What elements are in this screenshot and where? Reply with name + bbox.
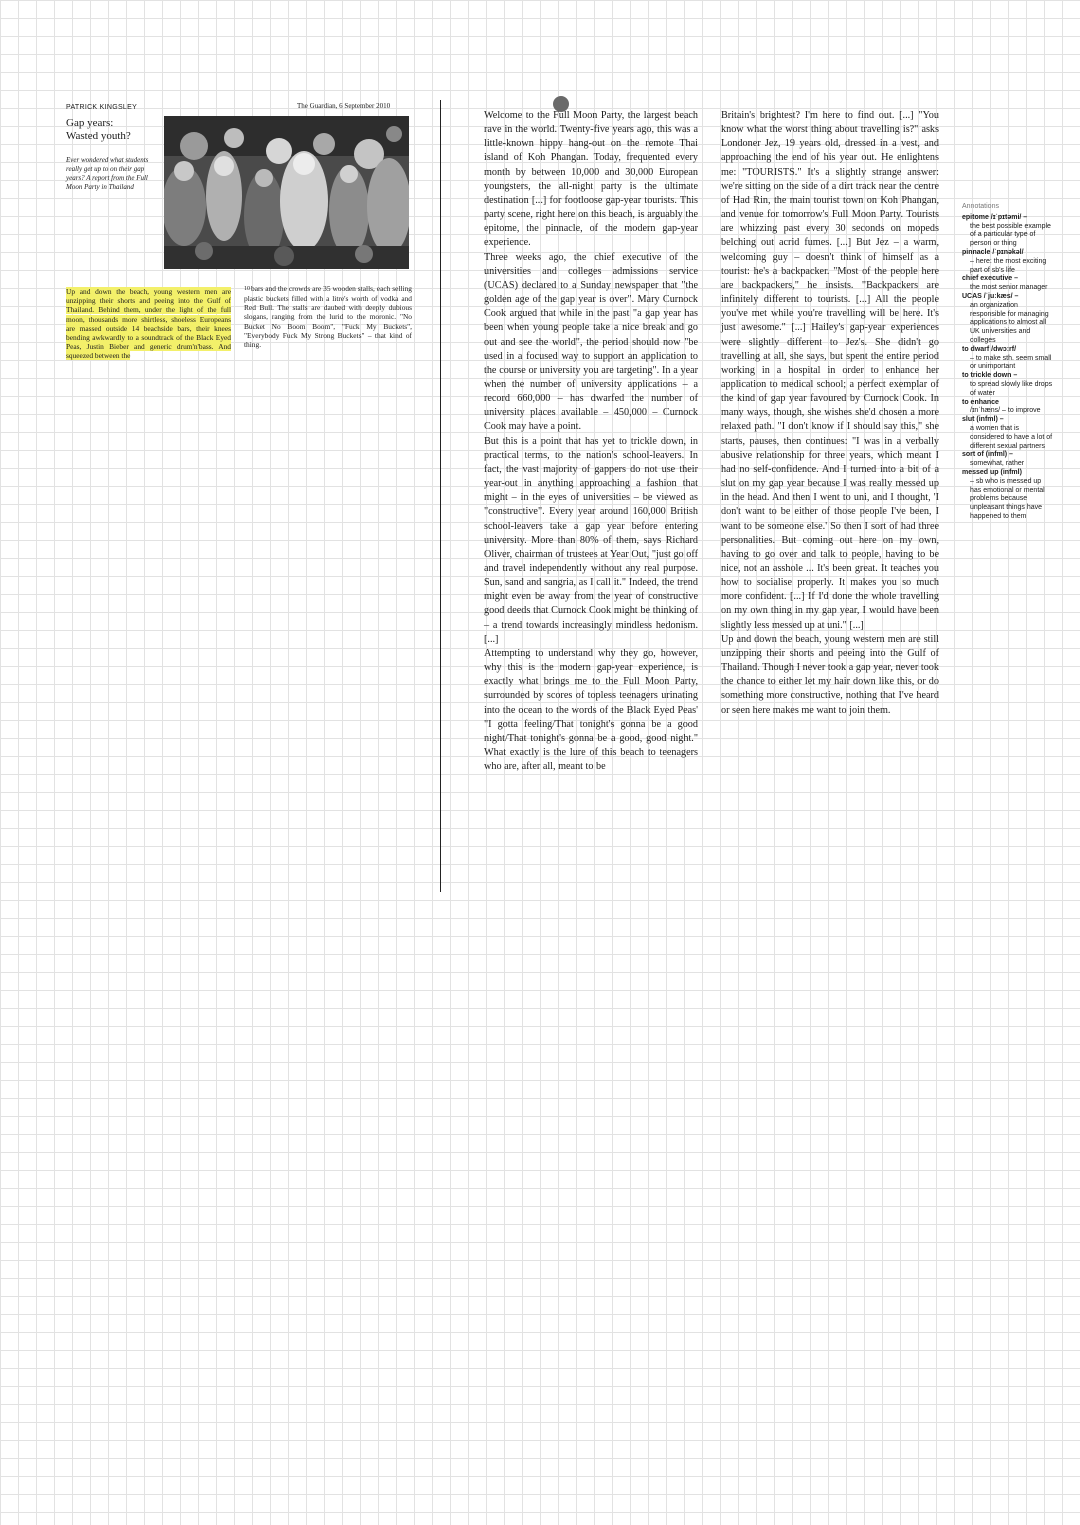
annotation-item	[962, 346, 1054, 372]
title-line-1: Gap years:	[66, 117, 114, 129]
paragraph: Up and down the beach, young western men are still unzipping their shorts and peeing into the Gulf of Thailand. Though I never took a gap year, never took the chance to either let my hair down like this, or do something more constructive, nothing that I've heard or seen here makes me want to join them.	[721, 633, 939, 716]
article-intro: Ever wondered what students really get up to on their gap years? A report from the Full Moon Party in Thailand	[66, 156, 149, 191]
lead-column-2	[244, 284, 412, 349]
annotation-term: sort of (infml) –	[962, 451, 1013, 459]
author-name: PATRICK KINGSLEY	[66, 104, 138, 111]
line-number: 10	[244, 285, 250, 292]
annotation-item	[962, 249, 1054, 275]
annotation-term: pinnacle /ˈpɪnəkəl/	[962, 248, 1024, 256]
lead-column-1	[66, 287, 231, 361]
annotation-item	[962, 399, 1054, 417]
annotation-item	[962, 293, 1054, 346]
annotation-definition: somewhat, rather	[970, 460, 1025, 468]
lead-column-1-text: Up and down the beach, young western men are unzipping their shorts and peeing into the Gulf of Thailand. Behind them, under the light of the full moon, thousands more shirtless, shoeless Europeans are massed outside 14 beachside bars, their knees bending awkwardly to a soundtrack of the Black Eyed Peas, Justin Bieber and generic drum'n'bass. And squeezed between the	[66, 287, 231, 361]
annotation-definition: – sb who is messed up has emotional or mental problems because unpleasant things have happened to them	[970, 477, 1045, 520]
source-line: The Guardian, 6 September 2010	[297, 102, 391, 110]
title-line-2: Wasted youth?	[66, 130, 131, 142]
annotation-term: to trickle down –	[962, 372, 1018, 380]
main-column-left	[484, 109, 698, 774]
crowd-photo	[164, 116, 409, 269]
annotation-term: UCAS /ˈjuːkæs/ –	[962, 292, 1019, 300]
crowd-photo-graphic	[164, 116, 409, 269]
annotations-heading: Annotations	[962, 203, 999, 210]
annotation-definition: to spread slowly like drops of water	[970, 380, 1053, 397]
annotation-item	[962, 416, 1054, 451]
annotation-term: epitome /ɪˈpɪtəmi/ –	[962, 213, 1028, 221]
annotation-definition: a women that is considered to have a lot of different sexual partners	[970, 424, 1053, 450]
annotation-item	[962, 451, 1054, 469]
annotation-definition: /ɪnˈhæns/ – to improve	[970, 407, 1041, 415]
annotation-term: chief executive –	[962, 275, 1019, 283]
annotation-item	[962, 214, 1054, 249]
paragraph: Three weeks ago, the chief executive of the universities and colleges admissions service (UCAS) declared to a Sunday newspaper that "the golden age of the gap year is over". Mary Curnock Cook argued that while in the past "a gap year has been when young people take a nice break and go out and see the world", the period should now "be used in a focused way to support an application to the course or university you are targeting". In a year when the number of university applications – a record 660,000 – has dwarfed the number of university places available – 450,000 – Curnock Cook may have a point.	[484, 251, 698, 433]
article-title	[66, 117, 166, 143]
annotation-term: to dwarf /dwɔːrf/	[962, 345, 1017, 353]
lead-column-2-text: bars and the crowds are 35 wooden stalls, each selling plastic buckets filled with a litre's worth of vodka and Red Bull. The stalls are daubed with deeply dubious slogans, ranging from the lurid to the moronic. "No Bucket No Boom Boom", "Fuck My Buckets", "Everybody Fuck My Strong Buckets" – that kind of thing.	[244, 284, 412, 349]
annotations-panel	[962, 203, 1054, 522]
annotation-definition: – to make sth. seem small or unimportant	[970, 354, 1052, 371]
annotation-definition: the best possible example of a particular type of person or thing	[970, 222, 1051, 248]
annotation-term: messed up (infml)	[962, 468, 1022, 476]
annotation-item	[962, 372, 1054, 398]
paragraph: Attempting to understand why they go, however, why this is the modern gap-year experience, is exactly what brings me to the Full Moon Party, surrounded by scores of topless teenagers urinating into the ocean to the words of the Black Eyed Peas' "I gotta feeling/That tonight's gonna be a good night/That tonight's gonna be a good, good night." What exactly is the lure of this beach to teenagers who are, after all, meant to be	[484, 647, 698, 773]
annotation-term: slut (infml) –	[962, 416, 1004, 424]
annotation-term: to enhance	[962, 398, 999, 406]
paragraph: Britain's brightest? I'm here to find out. [...] "You know what the worst thing about travelling is?" asks Londoner Jez, 19 years old, dressed in a vest, and approaching the end of his year out. He enlightens me: "TOURISTS." It's a slightly strange answer: we're sitting on the side of a dirt track near the centre of Had Rin, the main tourist town on Koh Phangan, and venue for tomorrow's Full Moon Party. Tourists are whizzing past every 30 seconds on mopeds belching out acrid fumes. [...] But Jez – a warm, welcoming guy – doesn't think of himself as a tourist: he's a backpacker. "Most of the people here are backpackers," he insists. "Backpackers are infinitely different to tourists. [...] All the people you've met while you're travelling will be here. It's just awesome." [...] Hailey's gap-year experiences were slightly different to Jez's. She didn't go travelling at all, she says, but spent the entire period working in a hospital in order to enhance her application to medical school; a perfect exemplar of the kind of gap year favoured by Curnock Cook. In many ways, though, she wishes she'd chosen a more relaxed path. "I don't know if I should say this," she starts, pauses, then continues: "I was in a verbally abusive relationship for three years, which meant I had no self-confidence. And I turned into a bit of a slut on my gap year because I was really messed up in the head. And then I went to uni, and I thought, 'I don't want to be either of those people I've been, I want to be someone else.' So then I sort of had three personalities. But coming out here on my own, having to go over and talk to people, having to be nice, not an asshole ... It's been great. It teaches you how to socialise properly. It makes you so much more confident. [...] If I'd done the whole travelling on my own thing in my gap year, I would have been slightly less messed up at uni." [...]	[721, 110, 939, 631]
annotation-item	[962, 469, 1054, 522]
paragraph: Welcome to the Full Moon Party, the largest beach rave in the world. Twenty-five years ago, this was a little-known hippy hang-out on the remote Thai island of Koh Phangan. Today, frequented every month by between 10,000 and 30,000 European youngsters, the all-night party is the ultimate destination [...] for footloose gap-year tourists. This party scene, right here on this beach, is arguably the epitome, the pinnacle, of the modern gap-year experience.	[484, 110, 698, 249]
main-column-right	[721, 109, 939, 718]
annotation-item	[962, 275, 1054, 293]
annotation-definition: – here: the most exciting part of sb's life	[970, 257, 1047, 274]
annotation-definition: an organization responsible for managing applications to almost all UK universities and colleges	[970, 301, 1049, 344]
paragraph: But this is a point that has yet to trickle down, in practical terms, to the nation's school-leavers. In fact, the vast majority of gappers do not use their year-out in anything approaching a fashion that might – in the eyes of universities – be viewed as "constructive". Every year around 160,000 British school-leavers take a gap year before entering university. More than 80% of them, says Richard Oliver, chairman of trustees at Year Out, "just go off and travel independently without any real purpose. Sun, sand and sangria, as I call it." Indeed, the trend might even be away from the year of constructive good deeds that Curnock Cook might be thinking of – a trend towards increasingly mindless hedonism. [...]	[484, 435, 698, 645]
annotation-definition: the most senior manager	[970, 284, 1048, 292]
column-divider	[440, 100, 441, 892]
